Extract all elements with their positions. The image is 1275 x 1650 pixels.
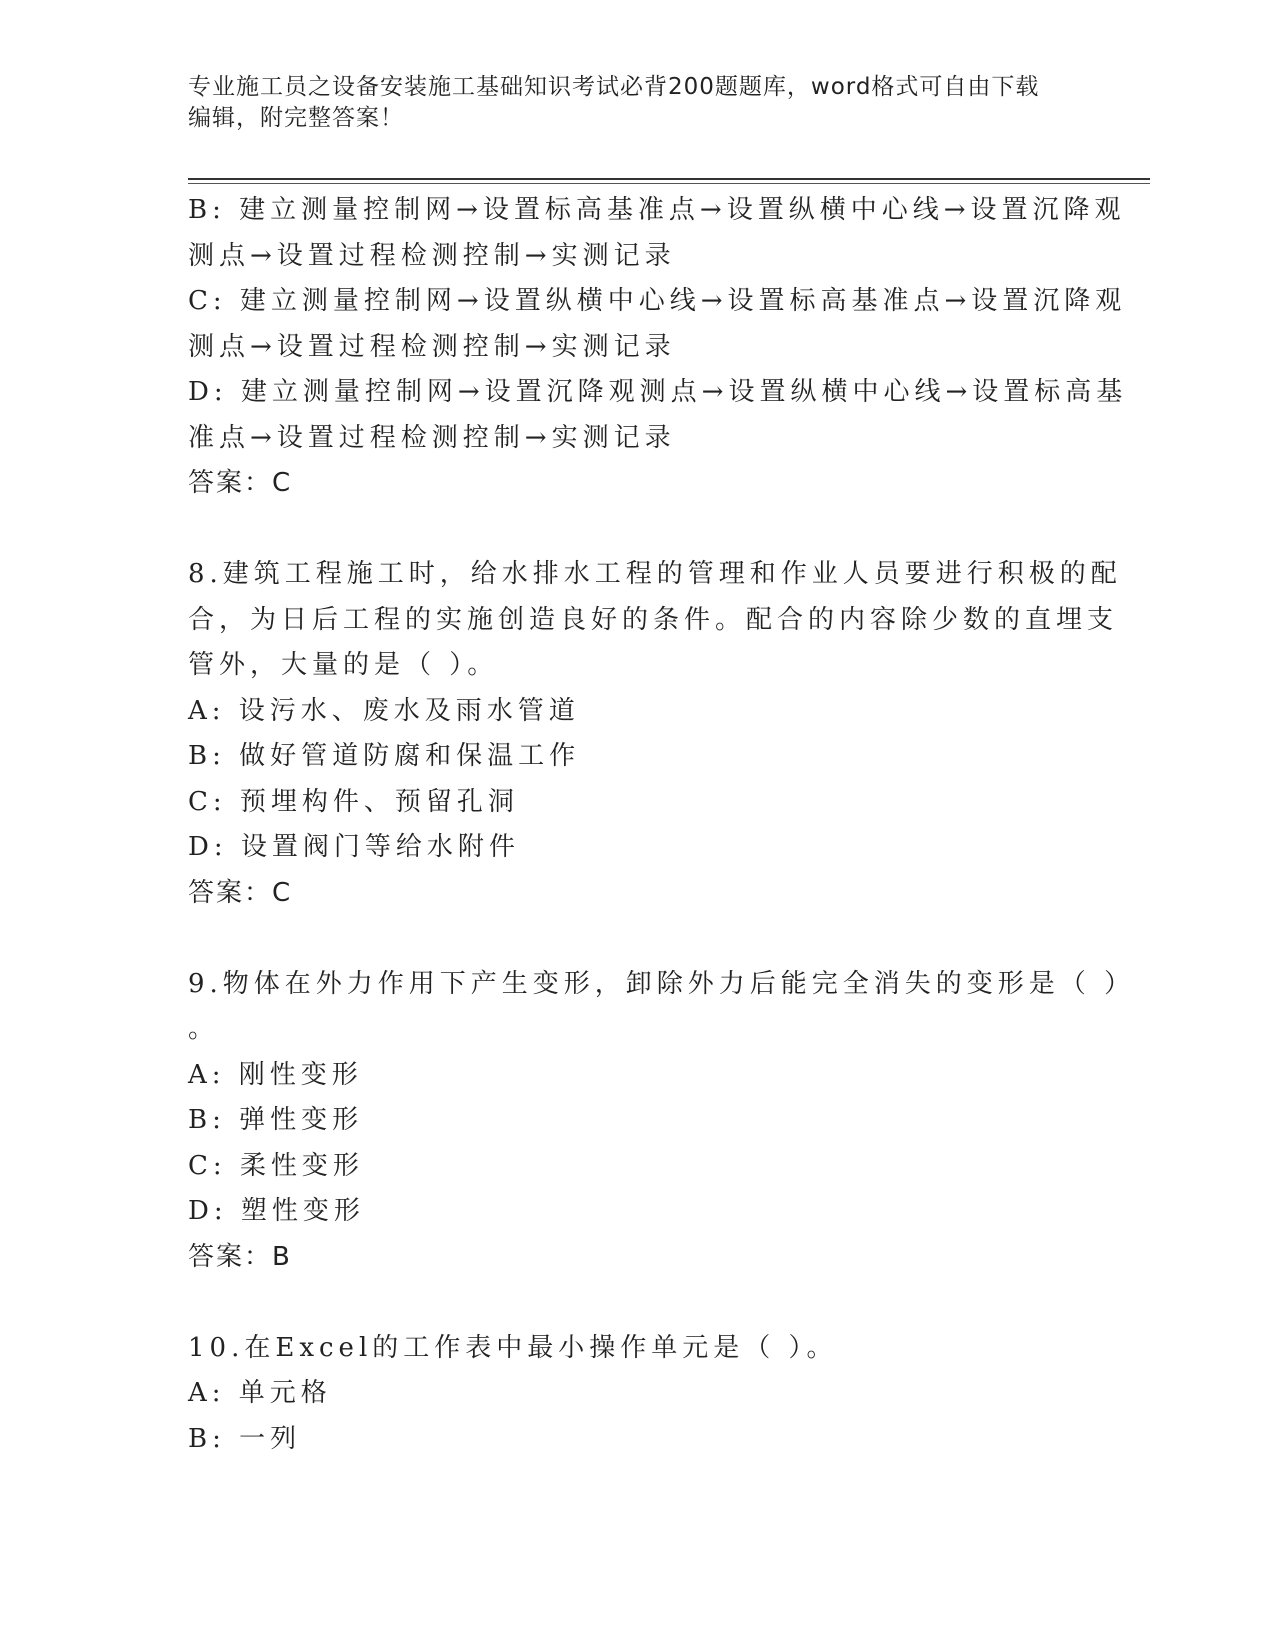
option-a: A: 设污水、废水及雨水管道 — [188, 695, 580, 726]
question-9 — [188, 962, 1136, 1281]
answer: 答案：C — [188, 877, 293, 908]
document-header — [188, 72, 1068, 134]
question-10 — [188, 1326, 1068, 1463]
header-divider-thin — [188, 183, 1150, 184]
option-d-line-2: 准点→设置过程检测控制→实测记录 — [188, 422, 676, 453]
option-c-line-1: C: 建立测量控制网→设置纵横中心线→设置标高基准点→设置沉降观 — [188, 286, 1127, 316]
spacer — [188, 507, 1068, 553]
option-a: A: 单元格 — [188, 1378, 332, 1408]
spacer — [188, 1280, 1068, 1326]
header-line-2: 编辑，附完整答案！ — [188, 105, 404, 131]
option-d: D: 设置阀门等给水附件 — [188, 832, 520, 862]
option-d-line-1: D: 建立测量控制网→设置沉降观测点→设置纵横中心线→设置标高基 — [188, 377, 1128, 407]
option-b-line-2: 测点→设置过程检测控制→实测记录 — [188, 240, 676, 271]
question-stem-line-1: 8.建筑工程施工时，给水排水工程的管理和作业人员要进行积极的配 — [188, 559, 1122, 589]
option-d: D: 塑性变形 — [188, 1196, 365, 1226]
option-c: C: 柔性变形 — [188, 1150, 364, 1181]
question-7 — [188, 188, 1128, 507]
question-stem-line-2: 。 — [188, 1014, 220, 1044]
question-list — [188, 188, 1136, 1462]
question-stem-line-3: 管外，大量的是（ ）。 — [188, 650, 499, 680]
spacer — [188, 916, 1068, 962]
option-c-line-2: 测点→设置过程检测控制→实测记录 — [188, 331, 676, 362]
question-stem-line-2: 合，为日后工程的实施创造良好的条件。配合的内容除少数的直埋支 — [188, 604, 1119, 635]
option-b: B: 弹性变形 — [188, 1105, 364, 1135]
option-a: A: 刚性变形 — [188, 1059, 363, 1090]
option-c: C: 预埋构件、预留孔洞 — [188, 786, 519, 817]
question-8 — [188, 552, 1122, 916]
answer: 答案：B — [188, 1241, 292, 1272]
option-b: B: 一列 — [188, 1423, 302, 1454]
question-stem-line-1: 10.在Excel的工作表中最小操作单元是（ ）。 — [188, 1332, 838, 1363]
header-divider-thick — [188, 178, 1150, 180]
question-stem-line-1: 9.物体在外力作用下产生变形，卸除外力后能完全消失的变形是（ ） — [188, 968, 1136, 999]
option-b: B: 做好管道防腐和保温工作 — [188, 741, 581, 771]
option-b-line-1: B: 建立测量控制网→设置标高基准点→设置纵横中心线→设置沉降观 — [188, 195, 1126, 225]
header-line-1: 专业施工员之设备安装施工基础知识考试必背200题题库，word格式可自由下载 — [188, 74, 1040, 100]
answer: 答案：C — [188, 468, 293, 498]
